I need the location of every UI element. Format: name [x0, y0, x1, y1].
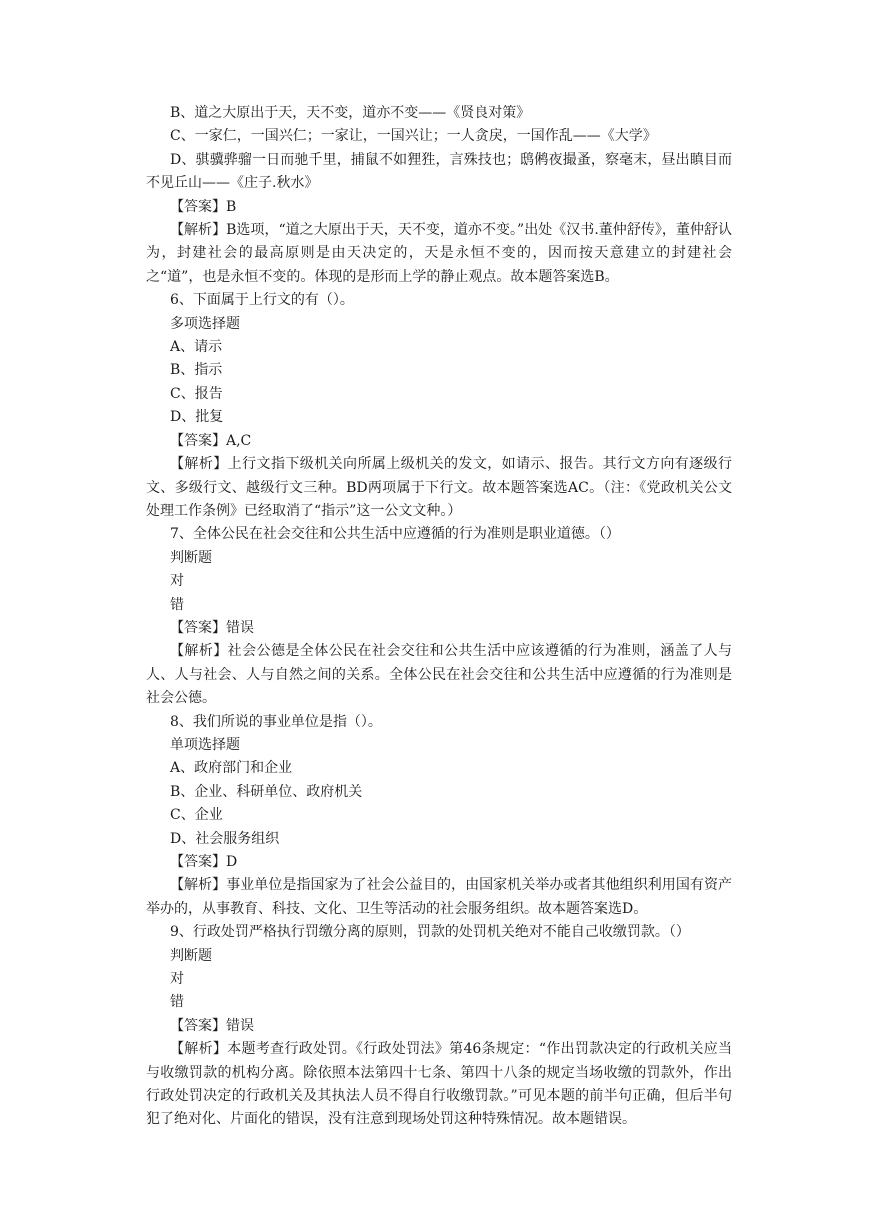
question-8-type: 单项选择题 [170, 736, 240, 753]
analysis-8: 【解析】事业单位是指国家为了社会公益目的，由国家机关举办或者其他组织利用国有资产举办的，从事教育、科技、文化、卫生等活动的社会服务组织。故本题答案选D。 [146, 877, 732, 917]
document-page [146, 102, 732, 1132]
question-8-option-c: C、企业 [170, 807, 223, 824]
question-7-option-true: 对 [170, 573, 184, 590]
analysis-6: 【解析】上行文指下级机关向所属上级机关的发文，如请示、报告。其行文方向有逐级行文、多级行文、越级行文三种。BD两项属于下行文。故本题答案选AC。（注：《党政机关公文处理工作条例》已经取消了“指示”这一公文文种。） [146, 456, 732, 519]
question-9-option-false: 错 [170, 994, 184, 1011]
question-6-option-a: A、请示 [170, 339, 223, 356]
analysis-5: 【解析】B选项，“道之大原出于天，天不变，道亦不变。”出处《汉书.董仲舒传》，董仲舒认为，封建社会的最高原则是由天决定的，天是永恒不变的，因而按天意建立的封建社会之“道”，也是永恒不变的。体现的是形而上学的静止观点。故本题答案选B。 [146, 222, 732, 285]
question-9-option-true: 对 [170, 971, 184, 988]
question-8-option-d: D、社会服务组织 [170, 830, 280, 847]
question-7-type: 判断题 [170, 549, 212, 566]
question-9-type: 判断题 [170, 947, 212, 964]
question-7: 7、全体公民在社会交往和公共生活中应遵循的行为准则是职业道德。（） [170, 526, 620, 543]
question-6-option-d: D、批复 [170, 409, 224, 426]
question-6-type: 多项选择题 [170, 315, 240, 332]
answer-8: 【答案】D [170, 854, 238, 870]
answer-7: 【答案】错误 [170, 619, 254, 636]
option-b-line: B、道之大原出于天，天不变，道亦不变——《贤良对策》 [170, 105, 531, 121]
option-c-line: C、一家仁，一国兴仁；一家让，一国兴让；一人贪戾，一国作乱——《大学》 [170, 128, 657, 145]
option-d-paragraph: D、骐骥骅骝一日而驰千里，捕鼠不如狸狌，言殊技也；鸱鸺夜撮蚤，察毫末，昼出瞋目而不见丘山——《庄子.秋水》 [146, 151, 732, 192]
analysis-7: 【解析】社会公德是全体公民在社会交往和公共生活中应该遵循的行为准则，涵盖了人与人、人与社会、人与自然之间的关系。全体公民在社会交往和公共生活中应遵循的行为准则是社会公德。 [146, 643, 732, 707]
answer-6: 【答案】A,C [170, 432, 252, 449]
answer-5: 【答案】B [170, 198, 237, 215]
question-7-option-false: 错 [170, 596, 184, 613]
question-6: 6、下面属于上行文的有（）。 [170, 292, 354, 309]
question-6-option-c: C、报告 [170, 385, 223, 402]
answer-9: 【答案】错误 [170, 1017, 254, 1034]
question-8-option-b: B、企业、科研单位、政府机关 [170, 783, 363, 800]
analysis-9: 【解析】本题考查行政处罚。《行政处罚法》第46条规定：“作出罚款决定的行政机关应当与收缴罚款的机构分离。除依照本法第四十七条、第四十八条的规定当场收缴的罚款外，作出行政处罚决定的行政机关及其执法人员不得自行收缴罚款。”可见本题的前半句正确，但后半句犯了绝对化、片面化的错误，没有注意到现场处罚这种特殊情况。故本题错误。 [146, 1041, 732, 1128]
question-6-option-b: B、指示 [170, 362, 223, 379]
question-8-option-a: A、政府部门和企业 [170, 760, 293, 777]
question-8: 8、我们所说的事业单位是指（）。 [170, 713, 382, 730]
question-9: 9、行政处罚严格执行罚缴分离的原则，罚款的处罚机关绝对不能自己收缴罚款。（） [170, 924, 690, 941]
